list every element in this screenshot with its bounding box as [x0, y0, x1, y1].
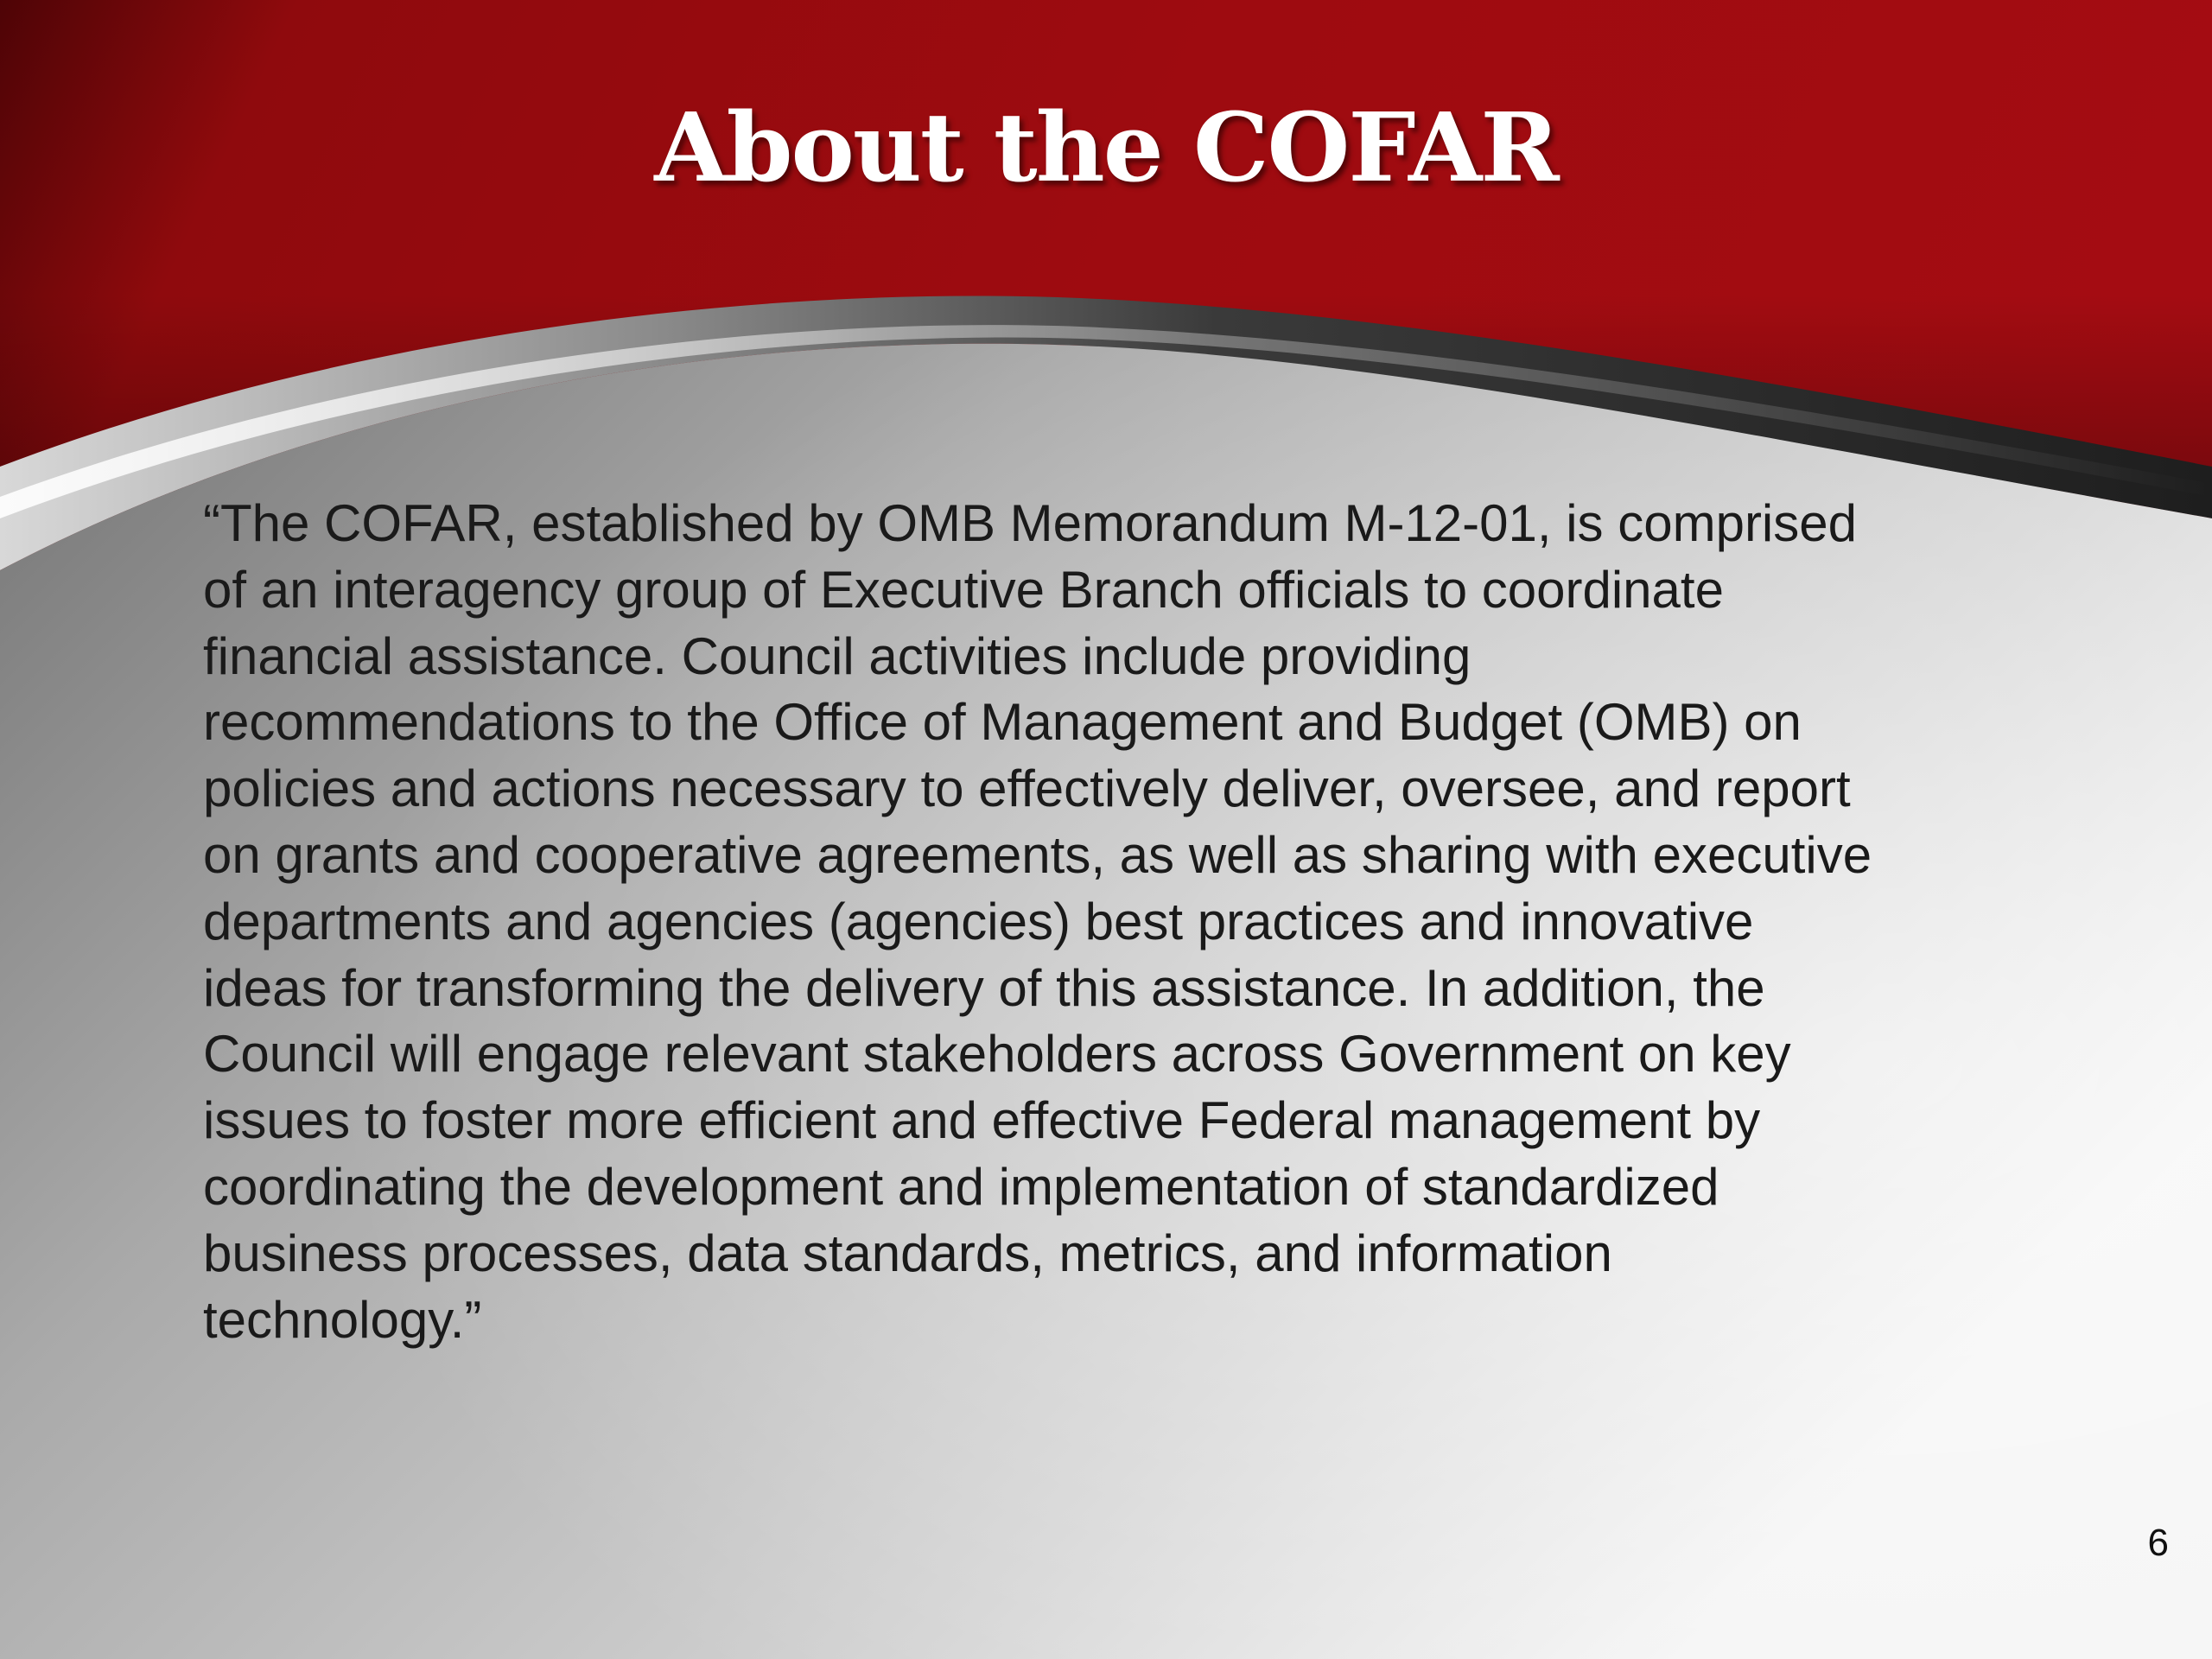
slide-title: About the COFAR	[654, 92, 1558, 203]
slide-body-text: “The COFAR, established by OMB Memorandum M-12-01, is comprised of an interagency group of Executive Branch officials to coordinate financial assistance. Council activities include providing recommendations to the Office of Management and Budget (OMB) on policies and actions necessary to effectively deliver, oversee, and report on grants and cooperative agreements, as well as sharing with executive departments and agencies (agencies) best practices and innovative ideas for transforming the delivery of this assistance. In addition, the Council will engage relevant stakeholders across Government on key issues to foster more efficient and effective Federal management by coordinating the development and implementation of standardized business processes, data standards, metrics, and information technology.”	[203, 494, 1872, 1349]
slide-number: 6	[2147, 1522, 2169, 1564]
